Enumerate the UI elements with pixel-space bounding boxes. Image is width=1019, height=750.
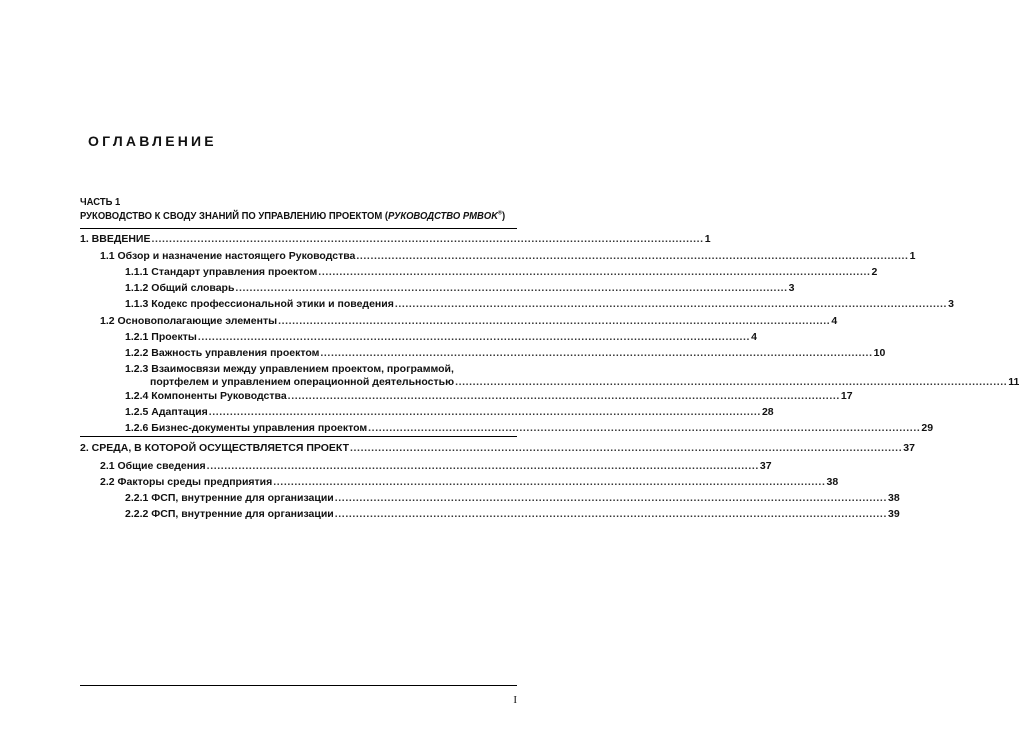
chapter-divider	[80, 436, 517, 437]
toc-entry-label: 1. ВВЕДЕНИЕ	[80, 233, 151, 245]
toc-entry-label: 1.2.4 Компоненты Руководства	[125, 390, 287, 402]
dot-leader: .............................................................................................................................................................	[235, 282, 788, 294]
toc-entry-label: 2.2.2 ФСП, внутренние для организации	[125, 508, 334, 520]
toc-entry-label: 2.2 Факторы среды предприятия	[100, 476, 273, 488]
toc-entry-1-2-3[interactable]	[125, 362, 1019, 389]
toc-entry-label: 2. СРЕДА, В КОТОРОЙ ОСУЩЕСТВЛЯЕТСЯ ПРОЕКТ	[80, 442, 350, 454]
toc-entry-page: 37	[903, 442, 915, 454]
toc-entry-page: 1	[704, 233, 711, 245]
part-heading	[80, 210, 505, 222]
toc-entry-1-2-4[interactable]	[125, 390, 853, 403]
toc-entry-label: 1.1.3 Кодекс профессиональной этики и поведения	[125, 298, 394, 310]
toc-entry-1-2-5[interactable]	[125, 406, 774, 419]
toc-entry-2-2-2[interactable]	[125, 508, 900, 521]
toc-entry-page: 4	[751, 331, 757, 343]
toc-entry-label: 1.2.5 Адаптация	[125, 406, 208, 418]
dot-leader: .............................................................................................................................................................	[350, 442, 903, 454]
dot-leader: .............................................................................................................................................................	[334, 508, 887, 520]
toc-entry-page: 3	[788, 282, 795, 294]
dot-leader: .............................................................................................................................................................	[287, 390, 840, 402]
toc-entry-page: 4	[831, 315, 838, 327]
toc-entry-1-2-2[interactable]	[125, 347, 886, 360]
toc-entry-label: 1.1.1 Стандарт управления проектом	[125, 266, 318, 278]
toc-entry-label: 2.1 Общие сведения	[100, 460, 206, 472]
toc-entry-continuation	[150, 376, 1019, 389]
dot-leader: .............................................................................................................................................................	[394, 298, 948, 310]
part-divider	[80, 228, 517, 229]
toc-entry-label-cont: портфелем и управлением операционной деятельностью	[150, 376, 455, 388]
dot-leader: .............................................................................................................................................................	[356, 250, 909, 262]
page-number: I	[513, 694, 517, 706]
dot-leader: .............................................................................................................................................................	[151, 233, 704, 245]
dot-leader: .............................................................................................................................................................	[334, 492, 887, 504]
dot-leader: .............................................................................................................................................................	[197, 331, 751, 343]
toc-entry-label: 1.2 Основополагающие элементы	[100, 315, 278, 327]
toc-entry-1-2-1[interactable]	[125, 331, 757, 344]
dot-leader: .............................................................................................................................................................	[318, 266, 871, 278]
toc-title: ОГЛАВЛЕНИЕ	[88, 133, 217, 149]
toc-entry-page: 11	[1008, 376, 1019, 388]
toc-entry-label: 1.2.2 Важность управления проектом	[125, 347, 320, 359]
toc-entry-page: 37	[759, 460, 772, 472]
toc-entry-1-1-2[interactable]	[125, 282, 795, 295]
toc-entry-page: 1	[909, 250, 916, 262]
toc-entry-label: 1.2.6 Бизнес-документы управления проектом	[125, 422, 368, 434]
footer-divider	[80, 685, 517, 686]
toc-entry-1-1[interactable]	[100, 250, 916, 263]
toc-entry-page: 39	[887, 508, 900, 520]
dot-leader: .............................................................................................................................................................	[278, 315, 831, 327]
dot-leader: .............................................................................................................................................................	[368, 422, 921, 434]
part-number: ЧАСТЬ 1	[80, 196, 121, 208]
toc-entry-page: 28	[761, 406, 774, 418]
toc-entry-2-2[interactable]	[100, 476, 839, 489]
toc-entry-1-1-3[interactable]	[125, 298, 954, 311]
part-heading-prefix: РУКОВОДСТВО К СВОДУ ЗНАНИЙ ПО УПРАВЛЕНИЮ ПРОЕКТОМ (	[80, 210, 389, 222]
toc-entry-label: 1.2.3 Взаимосвязи между управлением проектом, программой,	[125, 363, 454, 375]
toc-entry-chapter-2[interactable]	[80, 442, 915, 455]
toc-entry-label: 1.1 Обзор и назначение настоящего Руководства	[100, 250, 356, 262]
part-heading-italic: РУКОВОДСТВО PMBOK	[388, 210, 499, 222]
toc-entry-label: 2.2.1 ФСП, внутренние для организации	[125, 492, 334, 504]
toc-entry-page: 3	[948, 298, 954, 310]
toc-entry-page: 17	[840, 390, 853, 402]
toc-entry-label: 1.2.1 Проекты	[125, 331, 197, 343]
toc-entry-1-2[interactable]	[100, 315, 838, 328]
toc-entry-2-1[interactable]	[100, 460, 772, 473]
toc-entry-chapter-1[interactable]	[80, 233, 711, 246]
toc-entry-2-2-1[interactable]	[125, 492, 900, 505]
toc-entry-1-1-1[interactable]	[125, 266, 878, 279]
toc-entry-page: 10	[873, 347, 886, 359]
dot-leader: .............................................................................................................................................................	[208, 406, 761, 418]
toc-entry-page: 38	[887, 492, 900, 504]
registered-mark: ®	[498, 210, 503, 217]
toc-entry-page: 2	[871, 266, 878, 278]
dot-leader: .............................................................................................................................................................	[273, 476, 826, 488]
toc-entry-1-2-6[interactable]	[125, 422, 934, 435]
dot-leader: .............................................................................................................................................................	[206, 460, 759, 472]
toc-entry-page: 29	[921, 422, 934, 434]
part-heading-suffix: )	[502, 210, 506, 222]
dot-leader: .............................................................................................................................................................	[320, 347, 873, 359]
toc-entry-label: 1.1.2 Общий словарь	[125, 282, 235, 294]
dot-leader: .............................................................................................................................................................	[455, 376, 1008, 388]
toc-entry-page: 38	[826, 476, 839, 488]
